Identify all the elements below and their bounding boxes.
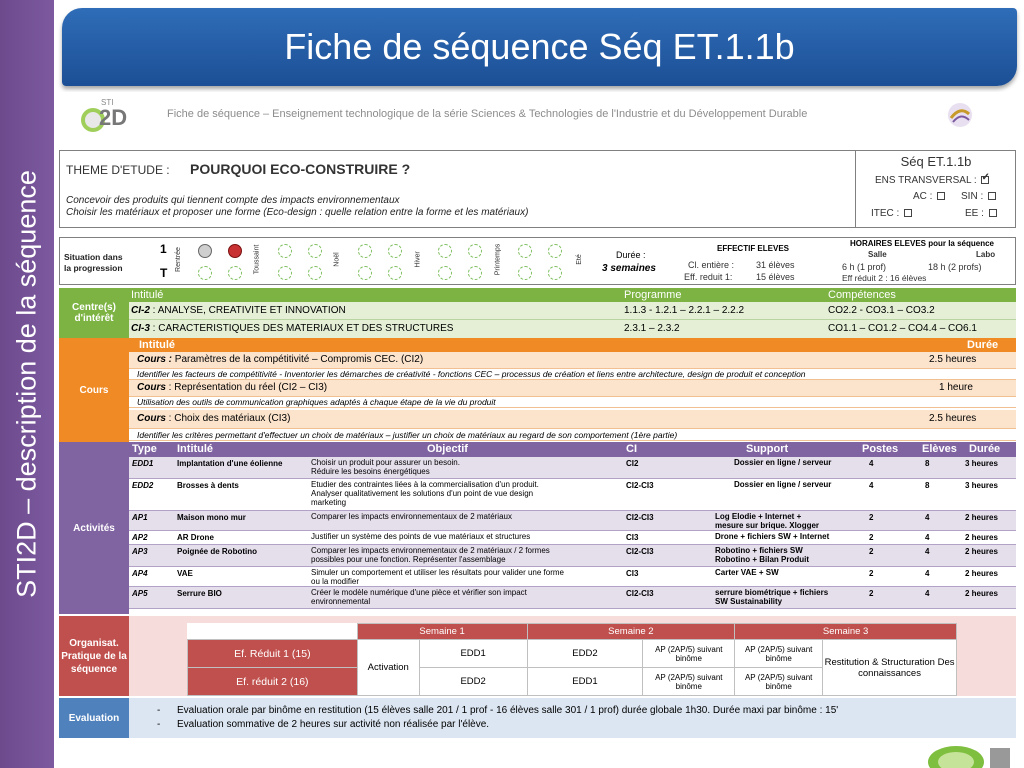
activity-row (129, 531, 1016, 545)
act-header-ci: CI (626, 443, 637, 455)
activity-eleves: 8 (925, 481, 930, 490)
activity-objective: possibles pour une fonction. Représenter l'assemblage (311, 555, 506, 564)
period-printemps: Printemps (494, 243, 502, 276)
progress-circle (278, 244, 292, 258)
cours-item-duration: 1 heure (939, 382, 973, 393)
activity-eleves: 4 (925, 513, 930, 522)
logo-text: 2D (99, 105, 128, 130)
activity-objective: Simuler un comportement et utiliser les résultats pour valider une forme (311, 568, 564, 577)
g2-week1: EDD2 (419, 668, 527, 696)
cours-label-cell (59, 338, 129, 442)
cours-item-label: Cours : (137, 354, 172, 365)
g1-week2: EDD2 (527, 640, 643, 668)
ee-checkbox (989, 209, 997, 217)
cours-item-duration: 2.5 heures (929, 413, 977, 424)
evaluation-line-2: Evaluation sommative de 2 heures sur activité non réalisée par l'élève. (177, 719, 490, 730)
duree-value: 3 semaines (602, 263, 656, 274)
row-t-label: T (160, 266, 168, 280)
activity-title: Serrure BIO (177, 589, 222, 598)
period-rentree: Rentrée (174, 247, 182, 272)
cours-desc-3 (129, 428, 1016, 441)
activity-ci: CI2-CI3 (626, 513, 654, 522)
activity-support: Log Elodie + Internet + (715, 512, 802, 521)
activity-support: Robotino + fichiers SW (715, 546, 803, 555)
activity-postes: 2 (869, 533, 874, 542)
activity-row (129, 545, 1016, 567)
sti2d-corner-logo-icon (864, 734, 1024, 768)
cours-header (129, 338, 1016, 352)
page-title: Fiche de séquence Séq ET.1.1b (284, 26, 795, 67)
cours-item-desc: Utilisation des outils de communication graphiques adaptés à chaque étape de la vie du produit (137, 397, 496, 407)
activity-row (129, 587, 1016, 609)
activity-ci: CI3 (626, 569, 639, 578)
cours-item-title: : Représentation du réel (CI2 – CI3) (165, 382, 328, 393)
activites-header (129, 442, 1016, 457)
cours-desc-1 (129, 368, 1016, 380)
document (57, 92, 1019, 742)
cours-header-intitule: Intitulé (139, 339, 176, 351)
week-3: Semaine 3 (735, 624, 957, 640)
theme-desc-1: Concevoir des produits qui tiennent compte des impacts environnementaux (66, 195, 400, 206)
activity-duree: 3 heures (965, 481, 998, 490)
effectif-title: EFFECTIF ELEVES (716, 244, 789, 253)
theme-value: POURQUOI ECO-CONSTRUIRE ? (190, 161, 411, 177)
cours-item-1 (129, 352, 1016, 368)
progress-circle (518, 244, 532, 258)
activity-postes: 2 (869, 569, 874, 578)
activity-row (129, 479, 1016, 511)
activity-ci: CI2-CI3 (626, 547, 654, 556)
activity-type: AP1 (132, 513, 148, 522)
g2-week3-ap: AP (2AP/5) suivant binôme (735, 668, 823, 696)
activity-postes: 2 (869, 513, 874, 522)
sin-label: SIN : (961, 191, 984, 202)
period-noel: Noël (333, 252, 341, 267)
ci-title: : ANALYSE, CREATIVITE ET INNOVATION (149, 305, 346, 316)
theme-desc-2: Choisir les matériaux et proposer une forme (Eco-design : quelle relation entre la forme et les matériaux) (66, 207, 529, 218)
situation-row (59, 237, 1016, 285)
act-header-objectif: Objectif (427, 443, 468, 455)
activity-postes: 4 (869, 459, 874, 468)
g1-week1: EDD1 (419, 640, 527, 668)
duree-label: Durée : (616, 250, 646, 260)
evaluation-label: Evaluation (68, 712, 120, 724)
labo-label: Labo (976, 250, 996, 259)
act-header-eleves: Elèves (922, 443, 957, 455)
centres-row-1 (129, 302, 1016, 320)
activity-row (129, 567, 1016, 587)
ee-label: EE : (965, 208, 984, 219)
activity-objective: Créer le modèle numérique d'une pièce et vérifier son impact (311, 588, 527, 597)
activity-objective: marketing (311, 498, 347, 507)
organisation-label: Organisat. Pratique de la séquence (61, 637, 127, 675)
period-hiver: Hiver (414, 251, 422, 268)
progress-circle (388, 266, 402, 280)
progress-circle (518, 266, 532, 280)
ci-title: : CARACTERISTIQUES DES MATERIAUX ET DES STRUCTURES (149, 323, 454, 334)
centres-header (129, 288, 1016, 302)
act-header-type: Type (132, 443, 157, 455)
activity-support: Drone + fichiers SW + Internet (715, 532, 830, 541)
theme-label: THEME D'ETUDE : (66, 163, 170, 177)
activity-title: Maison mono mur (177, 513, 246, 522)
centres-row-2 (129, 320, 1016, 338)
activity-objective: Etudier des contraintes liées à la commercialisation d'un produit. (311, 480, 539, 489)
sequence-id: Séq ET.1.1b (900, 154, 972, 169)
g2-week2-ap: AP (2AP/5) suivant binôme (643, 668, 735, 696)
activity-type: AP4 (132, 569, 148, 578)
activity-type: AP2 (132, 533, 148, 542)
period-toussaint: Toussaint (253, 244, 261, 275)
cours-item-title: : Choix des matériaux (CI3) (165, 413, 291, 424)
restitution-cell: Restitution & Structuration Des connaissances (823, 640, 957, 696)
centres-label-cell (59, 288, 129, 338)
activity-support: Robotino + Bilan Produit (715, 555, 809, 564)
week-1: Semaine 1 (357, 624, 527, 640)
g2-week2: EDD1 (527, 668, 643, 696)
activity-title: VAE (177, 569, 193, 578)
cours-header-duree: Durée (967, 339, 999, 351)
evaluation-line-1: Evaluation orale par binôme en restitution (15 élèves salle 201 / 1 prof - 16 élèves salle 301 / 1 prof) durée globale 1h30. Durée maxi par binôme : 15' (177, 705, 839, 716)
activity-objective: Comparer les impacts environnementaux de 2 matériaux / 2 formes (311, 546, 550, 555)
activity-row (129, 511, 1016, 531)
activity-support: mesure sur brique. Xlogger (715, 521, 820, 530)
centres-header-competences: Compétences (828, 289, 896, 301)
title-bar (62, 8, 1017, 86)
classe-entiere-value: 31 élèves (756, 260, 795, 270)
period-ete: Eté (575, 254, 583, 265)
progress-circle (438, 266, 452, 280)
progress-circle (198, 244, 212, 258)
activity-support: serrure biométrique + fichiers (715, 588, 829, 597)
activity-support: SW Sustainability (715, 597, 783, 606)
activites-label: Activités (73, 522, 115, 534)
cours-item-label: Cours (137, 413, 166, 424)
progress-circle (358, 244, 372, 258)
activites-label-cell (59, 442, 129, 614)
activity-row (129, 457, 1016, 479)
activity-eleves: 8 (925, 459, 930, 468)
act-header-postes: Postes (862, 443, 899, 455)
salle-label: Salle (868, 250, 887, 259)
sidebar-title: STI2D – description de la séquence (11, 170, 42, 598)
activity-duree: 2 heures (965, 533, 998, 542)
activity-title: Brosses à dents (177, 481, 239, 490)
ci-competences: CO2.2 - CO3.1 – CO3.2 (828, 305, 935, 316)
activity-type: AP5 (132, 589, 148, 598)
ac-checkbox (937, 192, 945, 200)
activity-ci: CI2-CI3 (626, 589, 654, 598)
doc-header-text: Fiche de séquence – Enseignement technologique de la série Sciences & Technologies de l'Industrie et du Développement Durable (167, 108, 808, 120)
labo-value: 18 h (2 profs) (928, 262, 982, 272)
activity-eleves: 4 (925, 569, 930, 578)
activity-ci: CI3 (626, 533, 639, 542)
activity-support: Dossier en ligne / serveur (734, 480, 832, 489)
logo-small-text: STI (101, 98, 114, 107)
cours-item-desc: Identifier les facteurs de compétitivité - Inventorier les démarches de créativité - fonctions CEC – processus de création et liens entre architecture, design de produit et conception (137, 369, 806, 379)
activity-type: EDD1 (132, 459, 154, 468)
activity-postes: 2 (869, 547, 874, 556)
classe-entiere-label: Cl. entière : (688, 260, 735, 270)
organisation-table (187, 623, 957, 696)
act-header-support: Support (746, 443, 789, 455)
ci-code: CI-2 (131, 305, 150, 316)
row-1-label: 1 (160, 242, 167, 256)
progress-circle (468, 244, 482, 258)
effectif-reduit-label: Eff. reduit 1: (684, 272, 733, 282)
progress-circle (548, 244, 562, 258)
effectif-reduit-2: Eff réduit 2 : 16 élèves (842, 273, 927, 283)
act-header-duree: Durée (969, 443, 1001, 455)
centres-header-programme: Programme (624, 289, 682, 301)
activation-cell: Activation (357, 640, 419, 696)
sin-checkbox (988, 192, 996, 200)
cours-item-3 (129, 410, 1016, 428)
activity-postes: 2 (869, 589, 874, 598)
evaluation-label-cell (59, 698, 129, 738)
activity-support: Dossier en ligne / serveur (734, 458, 832, 467)
progress-circle (198, 266, 212, 280)
horaires-title: HORAIRES ELEVES pour la séquence (849, 239, 995, 248)
progress-circle (388, 244, 402, 258)
itec-label: ITEC : (871, 208, 900, 219)
cours-item-label: Cours (137, 382, 166, 393)
activity-ci: CI2 (626, 459, 639, 468)
ens-label: ENS TRANSVERSAL : (875, 175, 977, 186)
effectif-reduit-value: 15 élèves (756, 272, 795, 282)
activity-title: AR Drone (177, 533, 214, 542)
cours-label: Cours (79, 384, 109, 396)
ci-programme: 2.3.1 – 2.3.2 (624, 323, 680, 334)
cours-item-title: Paramètres de la compétitivité – Compromis CEC. (CI2) (172, 354, 424, 365)
activity-eleves: 4 (925, 533, 930, 542)
cours-item-duration: 2.5 heures (929, 354, 977, 365)
activity-objective: Réduire les besoins énergétiques (311, 467, 430, 476)
activity-duree: 2 heures (965, 513, 998, 522)
activity-duree: 2 heures (965, 589, 998, 598)
cours-item-2 (129, 380, 1016, 396)
theme-box (59, 150, 1016, 228)
ac-label: AC : (913, 191, 933, 202)
progress-circle (308, 244, 322, 258)
ens-checkbox (981, 176, 989, 184)
activity-title: Poignée de Robotino (177, 547, 257, 556)
activity-duree: 2 heures (965, 547, 998, 556)
activity-ci: CI2-CI3 (626, 481, 654, 490)
organisation-area (129, 616, 1016, 696)
itec-checkbox (904, 209, 912, 217)
activity-postes: 4 (869, 481, 874, 490)
g1-week2-ap: AP (2AP/5) suivant binôme (643, 640, 735, 668)
activity-type: AP3 (132, 547, 148, 556)
activity-type: EDD2 (132, 481, 154, 490)
progress-circle (278, 266, 292, 280)
organisation-label-cell (59, 616, 129, 696)
progress-circle (308, 266, 322, 280)
activity-eleves: 4 (925, 589, 930, 598)
ci-programme: 1.1.3 - 1.2.1 – 2.2.1 – 2.2.2 (624, 305, 745, 316)
progress-circle (228, 266, 242, 280)
progress-circle (468, 266, 482, 280)
progress-circle (438, 244, 452, 258)
activity-duree: 3 heures (965, 459, 998, 468)
group-2: Ef. réduit 2 (16) (188, 668, 358, 696)
ci-code: CI-3 (131, 323, 150, 334)
cours-item-desc: Identifier les critères permettant d'effectuer un choix de matériaux – justifier un choix de matériaux au regard de son comportement (1ère partie) (137, 430, 678, 440)
situation-label-1: Situation dans (64, 252, 123, 262)
centres-header-intitule: Intitulé (131, 289, 164, 301)
activity-objective: Choisir un produit pour assurer un besoin. (311, 458, 460, 467)
cours-desc-2 (129, 396, 1016, 408)
activity-objective: Justifier un système des points de vue matériaux et structures (311, 532, 531, 541)
activity-title: Implantation d'une éolienne (177, 459, 283, 468)
activity-objective: ou la modifier (311, 577, 360, 586)
activity-duree: 2 heures (965, 569, 998, 578)
ministry-logo-icon (945, 100, 975, 130)
activity-objective: environnemental (311, 597, 371, 606)
activity-objective: Analyser qualitativement les solutions d'un point de vue design (311, 489, 534, 498)
situation-label-2: la progression (64, 263, 123, 273)
ci-competences: CO1.1 – CO1.2 – CO4.4 – CO6.1 (828, 323, 977, 334)
activity-eleves: 4 (925, 547, 930, 556)
progress-circle (548, 266, 562, 280)
act-header-intitule: Intitulé (177, 443, 214, 455)
activity-objective: Comparer les impacts environnementaux de 2 matériaux (311, 512, 512, 521)
centres-label: Centre(s) d'intérêt (72, 302, 116, 324)
progress-circle (358, 266, 372, 280)
progress-circle-current (228, 244, 242, 258)
g1-week3-ap: AP (2AP/5) suivant binôme (735, 640, 823, 668)
sidebar (0, 0, 54, 768)
group-1: Ef. Réduit 1 (15) (188, 640, 358, 668)
activity-support: Carter VAE + SW (715, 568, 779, 577)
week-2: Semaine 2 (527, 624, 735, 640)
evaluation-area: - Evaluation orale par binôme en restitution (15 élèves salle 201 / 1 prof - 16 élèves salle 301 / 1 prof) durée globale 1h30. Durée maxi par binôme : 15' - Evaluation sommative de 2 heures sur activité non réalisée par l'élève. (129, 698, 1016, 738)
salle-value: 6 h (1 prof) (842, 262, 887, 272)
